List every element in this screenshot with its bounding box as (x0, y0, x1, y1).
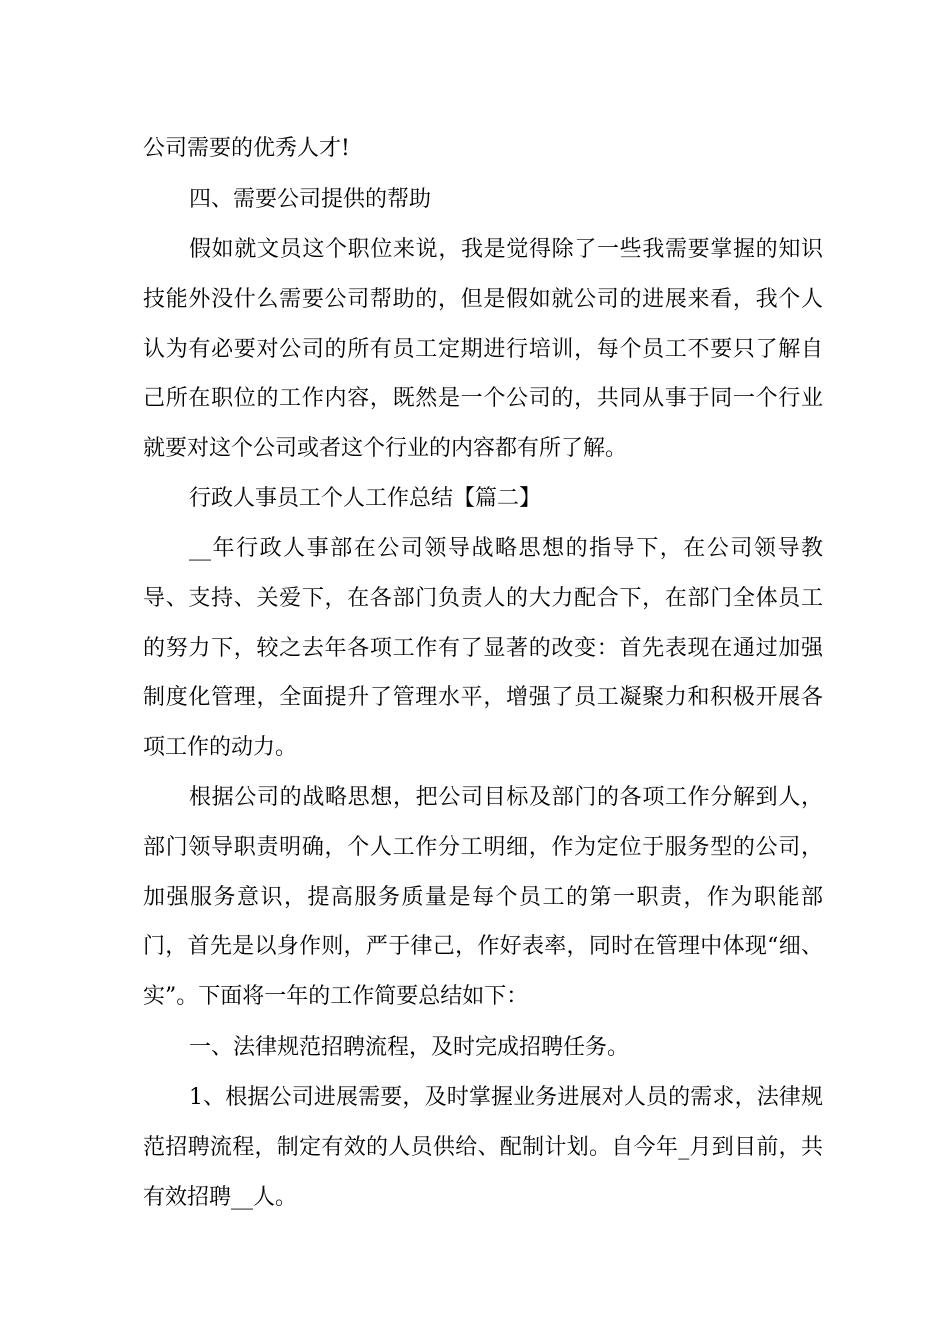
paragraph-help-detail: 假如就文员这个职位来说，我是觉得除了一些我需要掌握的知识技能外没什么需要公司帮助的，但是假如就公司的进展来看，我个人认为有必要对公司的所有员工定期进行培训，每个员工不要只了解自己所在职位的工作内容，既然是一个公司的，共同从事于同一个行业就要对这个公司或者这个行业的内容都有所了解。 (143, 237, 823, 462)
paragraph-recruitment-detail: 1、根据公司进展需要，及时掌握业务进展对人员的需求，法律规范招聘流程，制定有效的人员供给、配制计划。自今年_月到目前，共有效招聘__人。 (143, 1085, 823, 1210)
paragraph-closing-line: 公司需要的优秀人才! (143, 136, 350, 161)
section-heading-help-needed: 四、需要公司提供的帮助 (189, 187, 432, 212)
section-heading-recruitment: 一、法律规范招聘流程，及时完成招聘任务。 (189, 1035, 630, 1060)
paragraph-annual-intro: __年行政人事部在公司领导战略思想的指导下，在公司领导教导、支持、关爱下，在各部门负责人的大力配合下，在部门全体员工的努力下，较之去年各项工作有了显著的改变：首先表现在通过加强制度化管理，全面提升了管理水平，增强了员工凝聚力和积极开展各项工作的动力。 (143, 536, 823, 761)
paragraph-strategy: 根据公司的战略思想，把公司目标及部门的各项工作分解到人，部门领导职责明确，个人工作分工明细，作为定位于服务型的公司，加强服务意识，提高服务质量是每个员工的第一职责，作为职能部门，首先是以身作则，严于律己，作好表率，同时在管理中体现“细、实”。下面将一年的工作简要总结如下： (143, 785, 823, 1010)
article-title-part-two: 行政人事员工个人工作总结【篇二】 (189, 486, 542, 511)
